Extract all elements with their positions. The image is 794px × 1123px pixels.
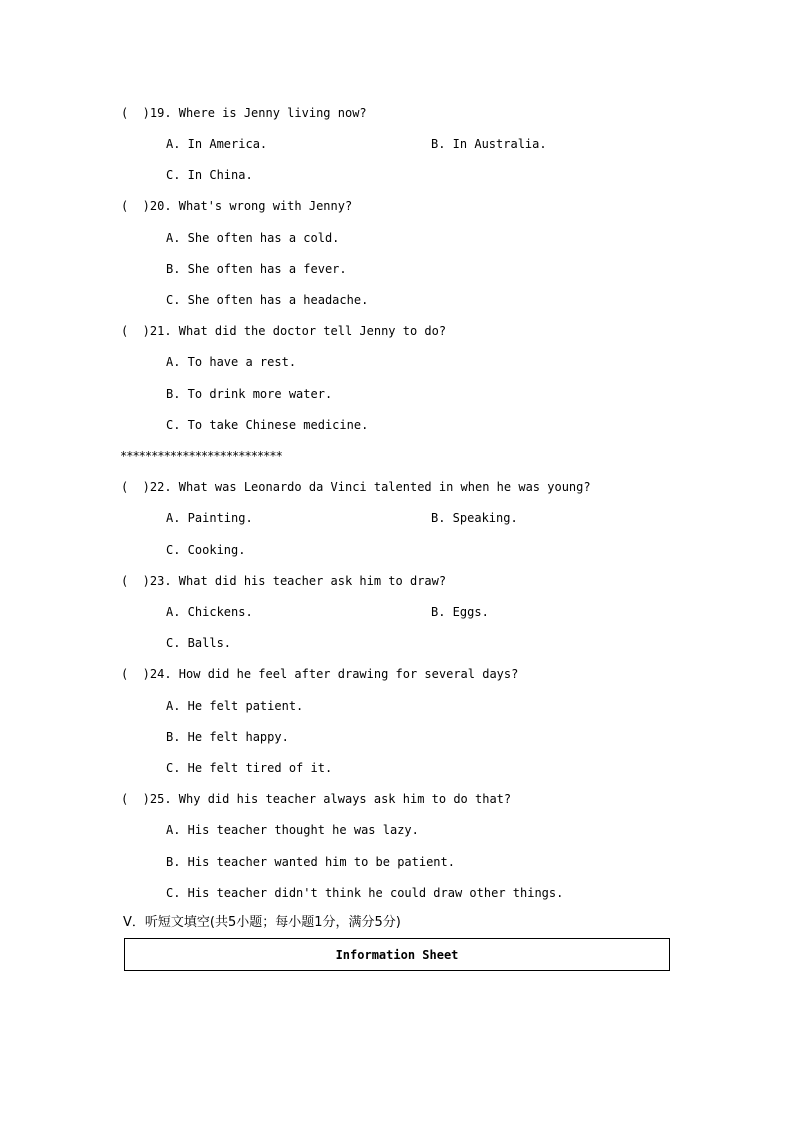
q25-option-a: A. His teacher thought he was lazy. [166,823,419,837]
q21-option-a: A. To have a rest. [166,355,297,369]
question-25: ( )25. Why did his teacher always ask him to do that? [121,792,512,806]
q22-option-b: B. Speaking. [431,511,518,525]
section-v-heading: V．听短文填空(共5小题；每小题1分，满分5分) [123,915,401,930]
q23-option-c: C. Balls. [166,636,232,650]
separator-stars: ************************** [120,449,282,463]
q20-option-a: A. She often has a cold. [166,231,340,245]
question-24: ( )24. How did he feel after drawing for several days? [121,667,519,681]
q21-option-c: C. To take Chinese medicine. [166,418,369,432]
question-22: ( )22. What was Leonardo da Vinci talented in when he was young? [121,480,591,494]
question-19: ( )19. Where is Jenny living now? [121,106,367,120]
q25-option-b: B. His teacher wanted him to be patient. [166,855,455,869]
q23-option-a: A. Chickens. [166,605,253,619]
q22-option-a: A. Painting. [166,511,253,525]
q20-option-c: C. She often has a headache. [166,293,369,307]
information-sheet-title: Information Sheet [335,947,459,962]
q21-option-b: B. To drink more water. [166,387,333,401]
information-sheet-box [124,938,670,971]
q24-option-b: B. He felt happy. [166,730,289,744]
question-23: ( )23. What did his teacher ask him to draw? [121,574,447,588]
question-21: ( )21. What did the doctor tell Jenny to do? [121,324,447,338]
q20-option-b: B. She often has a fever. [166,262,347,276]
q19-option-a: A. In America. [166,137,268,151]
q19-option-c: C. In China. [166,168,253,182]
q19-option-b: B. In Australia. [431,137,547,151]
q22-option-c: C. Cooking. [166,543,246,557]
q23-option-b: B. Eggs. [431,605,489,619]
question-20: ( )20. What's wrong with Jenny? [121,199,353,213]
q25-option-c: C. His teacher didn't think he could draw other things. [166,886,564,900]
q24-option-c: C. He felt tired of it. [166,761,333,775]
q24-option-a: A. He felt patient. [166,699,304,713]
